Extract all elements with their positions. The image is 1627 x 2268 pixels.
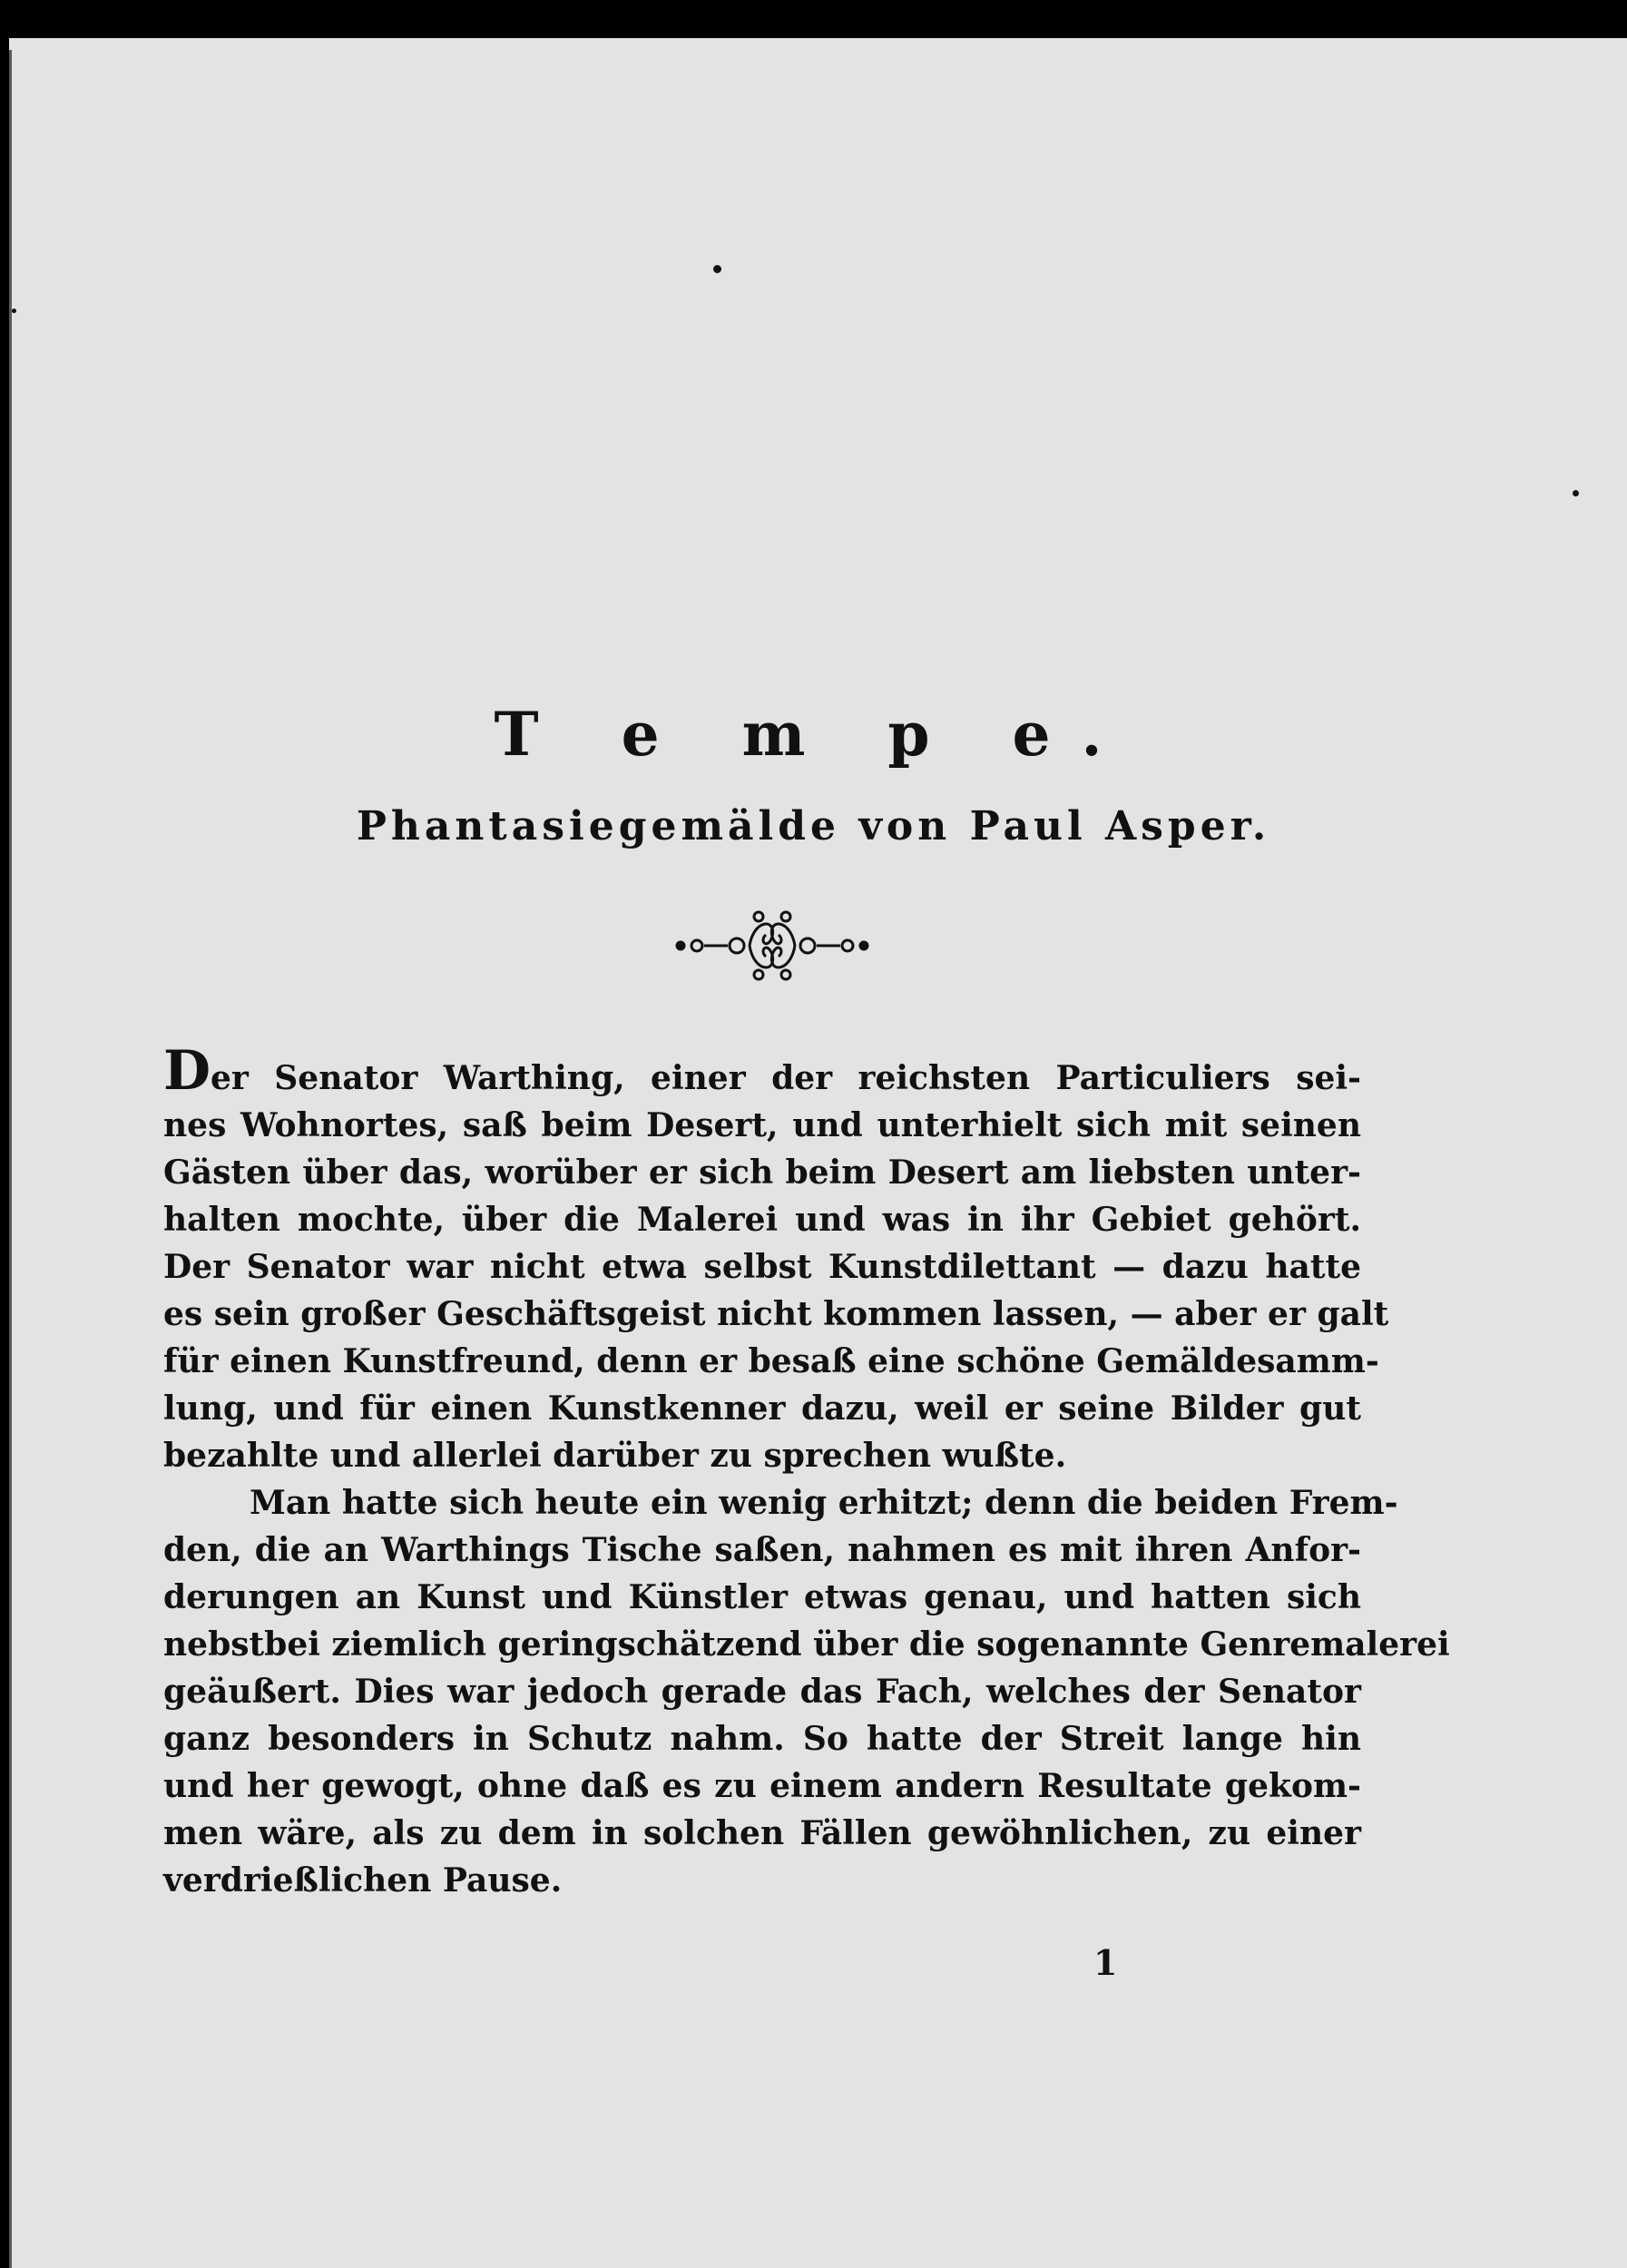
- page-number: 1: [1093, 1942, 1118, 1983]
- drop-cap: D: [163, 1039, 211, 1103]
- body-text: [163, 1039, 1450, 1904]
- text-line: lung, und für einen Kunstkenner dazu, weil er seine Bilder gut: [163, 1389, 1361, 1428]
- text-line: Der Senator war nicht etwa selbst Kunstdilettant — dazu hatte: [163, 1248, 1361, 1286]
- ink-speck: [1573, 490, 1579, 496]
- text-line: nebstbei ziemlich geringschätzend über die sogenannte Genremalerei: [163, 1625, 1450, 1664]
- text-line: halten mochte, über die Malerei und was in ihr Gebiet gehört.: [163, 1201, 1361, 1239]
- text-line: für einen Kunstfreund, denn er besaß eine schöne Gemäldesamm-: [163, 1342, 1379, 1380]
- text-line: bezahlte und allerlei darüber zu sprechen wußte.: [163, 1437, 1067, 1475]
- text-line: verdrießlichen Pause.: [163, 1861, 563, 1900]
- text-line: ganz besonders in Schutz nahm. So hatte der Streit lange hin: [163, 1720, 1361, 1758]
- ink-speck: [12, 309, 16, 313]
- page-title: T e m p e.: [494, 699, 1133, 770]
- text-line: es sein großer Geschäftsgeist nicht kommen lassen, — aber er galt: [163, 1295, 1389, 1333]
- text-line: Man hatte sich heute ein wenig erhitzt; denn die beiden Frem-: [250, 1484, 1398, 1522]
- text-line: men wäre, als zu dem in solchen Fällen gewöhnlichen, zu einer: [163, 1814, 1361, 1852]
- text-line: und her gewogt, ohne daß es zu einem andern Resultate gekom-: [163, 1767, 1361, 1805]
- binding-edge: [9, 50, 12, 2268]
- ink-speck: [713, 265, 721, 273]
- text-line: nes Wohnortes, saß beim Desert, und unterhielt sich mit seinen: [163, 1106, 1361, 1144]
- page-subtitle: Phantasiegemälde von Paul Asper.: [356, 803, 1271, 849]
- text-line: Gästen über das, worüber er sich beim Desert am liebsten unter-: [163, 1154, 1361, 1192]
- ornament-divider-icon: [668, 909, 877, 982]
- text-line: derungen an Kunst und Künstler etwas genau, und hatten sich: [163, 1578, 1361, 1616]
- text-line: den, die an Warthings Tische saßen, nahmen es mit ihren Anfor-: [163, 1531, 1361, 1569]
- text-line: Der Senator Warthing, einer der reichsten Particuliers sei-: [163, 1039, 1361, 1103]
- text-line: geäußert. Dies war jedoch gerade das Fach, welches der Senator: [163, 1673, 1361, 1711]
